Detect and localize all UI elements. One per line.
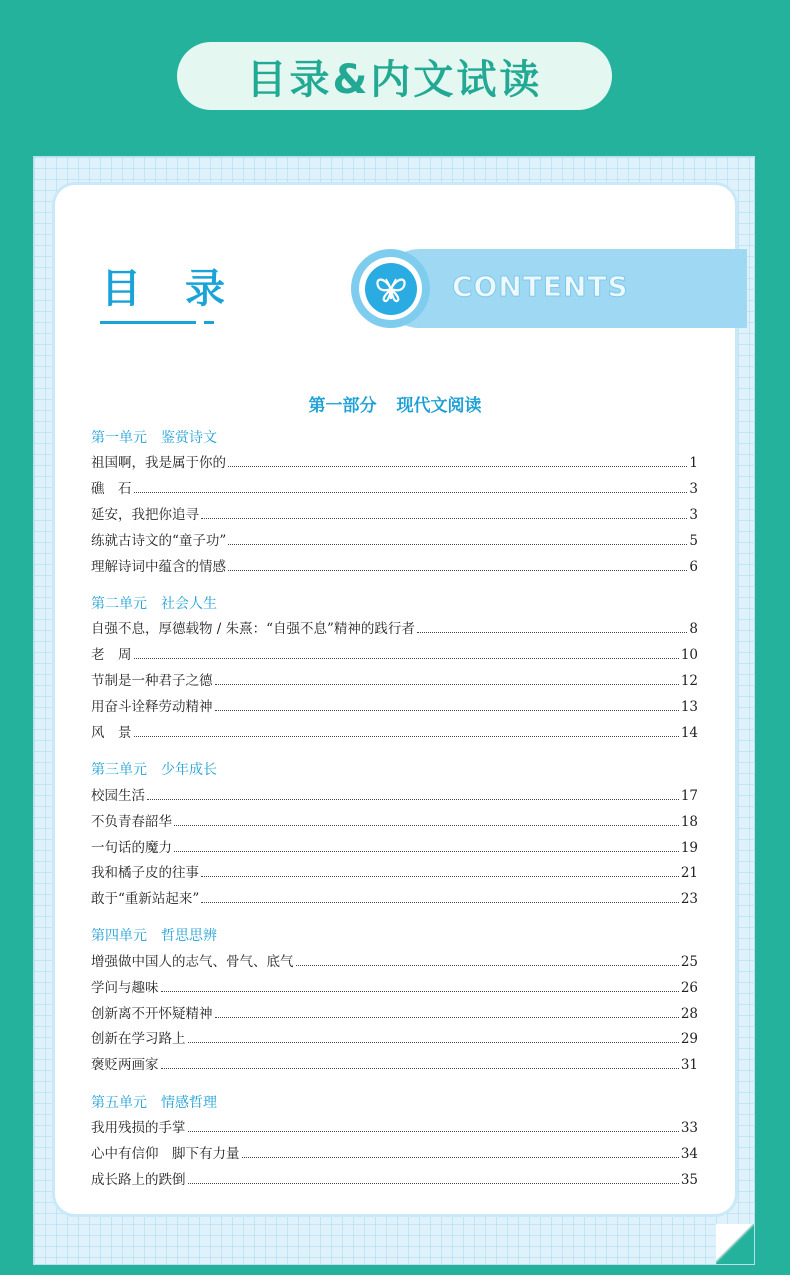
dot-leader: [174, 825, 679, 826]
entry-page: 3: [689, 507, 698, 523]
entry-page: 31: [680, 1057, 698, 1073]
entry-title: 用奋斗诠释劳动精神: [91, 699, 213, 715]
part-heading: [0, 391, 790, 416]
unit-heading: [91, 927, 217, 945]
dot-leader: [201, 518, 687, 519]
entry-title: 我和橘子皮的往事: [91, 865, 199, 881]
unit-name: 社会人生: [161, 596, 217, 612]
entry-page: 14: [680, 725, 698, 741]
toc-entry[interactable]: [91, 1145, 698, 1163]
toc-entry[interactable]: [91, 890, 698, 908]
toc-entry[interactable]: [91, 454, 698, 472]
entry-title: 不负青春韶华: [91, 814, 172, 830]
entry-page: 12: [680, 673, 698, 689]
toc-entry[interactable]: [91, 532, 698, 550]
toc-heading-char-1: 目: [101, 266, 141, 312]
dot-leader: [417, 632, 687, 633]
banner-title: 目录&内文试读: [177, 42, 612, 110]
dot-leader: [242, 1157, 679, 1158]
entry-title: 创新在学习路上: [91, 1031, 186, 1047]
entry-page: 3: [689, 481, 698, 497]
entry-page: 19: [680, 840, 698, 856]
entry-page: 13: [680, 699, 698, 715]
unit-name: 情感哲理: [161, 1095, 217, 1111]
entry-title: 风 景: [91, 725, 132, 741]
page-fold-corner: [716, 1224, 754, 1264]
entry-page: 33: [680, 1120, 698, 1136]
unit-number: 第一单元: [91, 430, 147, 446]
toc-entry[interactable]: [91, 506, 698, 524]
dot-leader: [228, 466, 687, 467]
toc-entry[interactable]: [91, 646, 698, 664]
dot-leader: [201, 902, 679, 903]
unit-heading: [91, 595, 217, 613]
part-name: 现代文阅读: [396, 396, 482, 416]
heading-underline: [100, 321, 196, 324]
unit-name: 哲思思辨: [161, 928, 217, 944]
toc-entry[interactable]: [91, 558, 698, 576]
entry-title: 老 周: [91, 647, 132, 663]
toc-entry[interactable]: [91, 724, 698, 742]
entry-page: 8: [689, 621, 698, 637]
dot-leader: [215, 684, 679, 685]
entry-title: 成长路上的跌倒: [91, 1172, 186, 1188]
entry-page: 6: [689, 559, 698, 575]
toc-entry[interactable]: [91, 813, 698, 831]
unit-number: 第三单元: [91, 762, 147, 778]
toc-entry[interactable]: [91, 1119, 698, 1137]
dot-leader: [201, 876, 679, 877]
toc-entry[interactable]: [91, 1030, 698, 1048]
dot-leader: [134, 736, 679, 737]
entry-page: 23: [680, 891, 698, 907]
entry-page: 18: [680, 814, 698, 830]
toc-heading-char-2: 录: [185, 266, 225, 312]
toc-entry[interactable]: [91, 1005, 698, 1023]
contents-badge: [351, 249, 430, 328]
unit-number: 第二单元: [91, 596, 147, 612]
toc-entry[interactable]: [91, 1056, 698, 1074]
entry-title: 学问与趣味: [91, 980, 159, 996]
unit-heading: [91, 429, 217, 447]
entry-page: 25: [680, 954, 698, 970]
contents-label: CONTENTS: [452, 270, 629, 303]
dot-leader: [296, 965, 679, 966]
toc-entry[interactable]: [91, 979, 698, 997]
toc-entry[interactable]: [91, 864, 698, 882]
dot-leader: [134, 658, 679, 659]
entry-title: 创新离不开怀疑精神: [91, 1006, 213, 1022]
unit-heading: [91, 1094, 217, 1112]
butterfly-icon: [373, 273, 409, 305]
dot-leader: [215, 1017, 679, 1018]
dot-leader: [188, 1183, 679, 1184]
entry-page: 26: [680, 980, 698, 996]
entry-title: 我用残损的手掌: [91, 1120, 186, 1136]
entry-page: 5: [689, 533, 698, 549]
entry-page: 29: [680, 1031, 698, 1047]
toc-entry[interactable]: [91, 787, 698, 805]
toc-entry[interactable]: [91, 698, 698, 716]
heading-underline-dash: [204, 321, 214, 324]
entry-page: 34: [680, 1146, 698, 1162]
entry-page: 21: [680, 865, 698, 881]
toc-entry[interactable]: [91, 953, 698, 971]
toc-heading: [101, 257, 225, 314]
entry-title: 敢于“重新站起来”: [91, 891, 200, 907]
entry-title: 褒贬两画家: [91, 1057, 159, 1073]
toc-entry[interactable]: [91, 1171, 698, 1189]
entry-title: 心中有信仰 脚下有力量: [91, 1146, 240, 1162]
toc-entry[interactable]: [91, 620, 698, 638]
dot-leader: [147, 799, 679, 800]
entry-title: 礁 石: [91, 481, 132, 497]
unit-heading: [91, 761, 217, 779]
entry-title: 校园生活: [91, 788, 145, 804]
dot-leader: [161, 1068, 679, 1069]
entry-title: 祖国啊，我是属于你的: [91, 455, 226, 471]
unit-name: 少年成长: [161, 762, 217, 778]
dot-leader: [188, 1131, 679, 1132]
entry-page: 28: [680, 1006, 698, 1022]
dot-leader: [161, 991, 679, 992]
unit-name: 鉴赏诗文: [161, 430, 217, 446]
entry-page: 17: [680, 788, 698, 804]
entry-title: 节制是一种君子之德: [91, 673, 213, 689]
part-number: 第一部分: [308, 396, 377, 416]
entry-title: 理解诗词中蕴含的情感: [91, 559, 226, 575]
toc-entry[interactable]: [91, 480, 698, 498]
entry-title: 练就古诗文的“童子功”: [91, 533, 227, 549]
dot-leader: [215, 710, 679, 711]
entry-page: 10: [680, 647, 698, 663]
entry-title: 自强不息，厚德载物 / 朱熹：“自强不息”精神的践行者: [91, 621, 415, 637]
entry-title: 延安，我把你追寻: [91, 507, 199, 523]
entry-page: 1: [689, 455, 698, 471]
dot-leader: [134, 492, 688, 493]
unit-number: 第四单元: [91, 928, 147, 944]
dot-leader: [228, 570, 687, 571]
dot-leader: [174, 851, 679, 852]
toc-entry[interactable]: [91, 672, 698, 690]
unit-number: 第五单元: [91, 1095, 147, 1111]
entry-page: 35: [680, 1172, 698, 1188]
toc-entry[interactable]: [91, 839, 698, 857]
entry-title: 增强做中国人的志气、骨气、底气: [91, 954, 294, 970]
entry-title: 一句话的魔力: [91, 840, 172, 856]
dot-leader: [228, 544, 687, 545]
dot-leader: [188, 1042, 679, 1043]
